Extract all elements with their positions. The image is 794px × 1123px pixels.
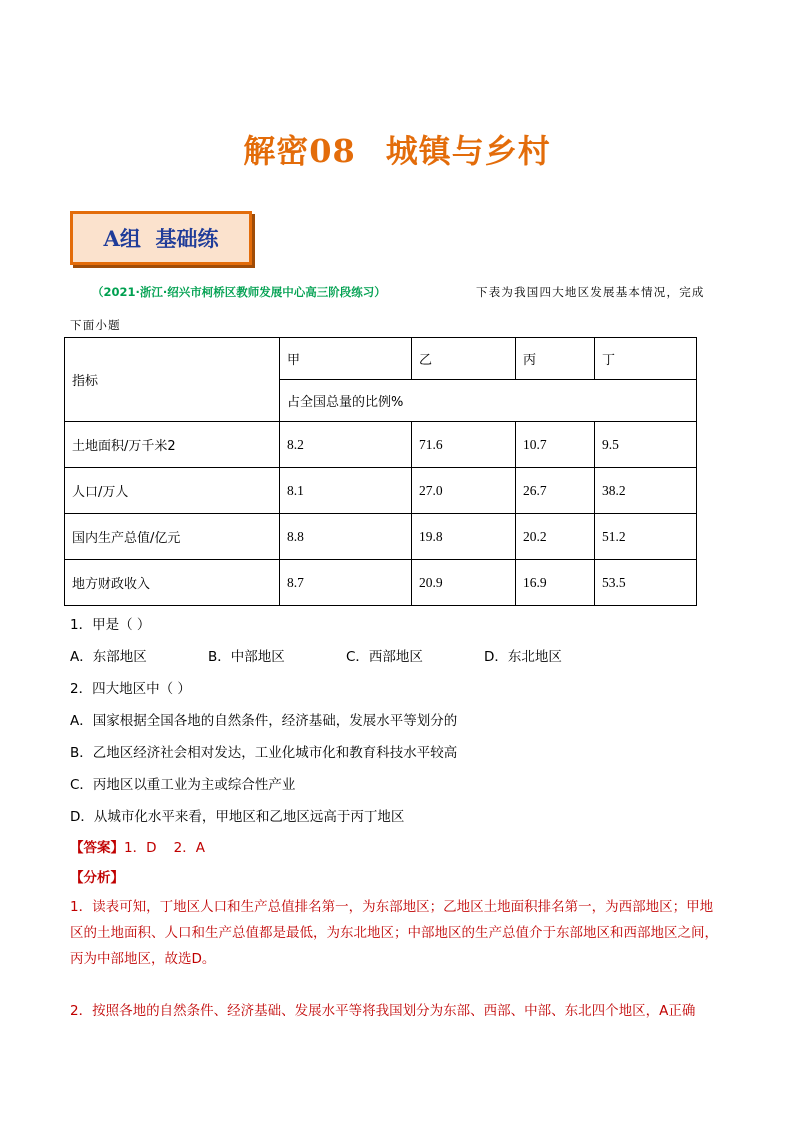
header-indicator: 指标	[65, 338, 280, 422]
cell-value: 71.6	[412, 422, 516, 468]
question-source: （2021·浙江·绍兴市柯桥区教师发展中心高三阶段练习）	[92, 285, 386, 299]
unit-note: 占全国总量的比例%	[280, 380, 697, 422]
cell-value: 9.5	[595, 422, 697, 468]
q2-option-a: A．国家根据全国各地的自然条件，经济基础，发展水平等划分的	[70, 713, 458, 729]
title-sub: 城镇与乡村	[385, 132, 551, 170]
page-title	[0, 126, 794, 172]
row-label: 地方财政收入	[65, 560, 280, 606]
cell-value: 20.9	[412, 560, 516, 606]
intro-text-line1: 下表为我国四大地区发展基本情况，完成	[476, 285, 705, 299]
q2-option-b: B．乙地区经济社会相对发达，工业化城市化和教育科技水平较高	[70, 745, 458, 761]
row-label: 国内生产总值/亿元	[65, 514, 280, 560]
source-line	[92, 284, 386, 300]
table-row	[65, 514, 697, 560]
cell-value: 38.2	[595, 468, 697, 514]
cell-value: 10.7	[516, 422, 595, 468]
group-label: A组 基础练	[103, 226, 219, 251]
cell-value: 26.7	[516, 468, 595, 514]
title-main: 解密08	[243, 132, 356, 170]
row-label: 人口/万人	[65, 468, 280, 514]
cell-value: 19.8	[412, 514, 516, 560]
cell-value: 8.8	[280, 514, 412, 560]
question-1: 1．甲是（ ）	[70, 617, 151, 633]
analysis-paragraph-2: 2．按照各地的自然条件、经济基础、发展水平等将我国划分为东部、西部、中部、东北四个地区，A正确	[70, 1003, 696, 1019]
question-2: 2．四大地区中（ ）	[70, 681, 191, 697]
q2-option-c: C．丙地区以重工业为主或综合性产业	[70, 777, 296, 793]
cell-value: 8.7	[280, 560, 412, 606]
table-row	[65, 468, 697, 514]
cell-value: 8.1	[280, 468, 412, 514]
cell-value: 51.2	[595, 514, 697, 560]
cell-value: 16.9	[516, 560, 595, 606]
data-table	[64, 337, 697, 606]
answer-line	[70, 836, 205, 856]
row-label: 土地面积/万千米2	[65, 422, 280, 468]
answer-text: 1．D 2．A	[124, 840, 205, 856]
header-region: 甲	[280, 338, 412, 380]
analysis-label-line	[70, 866, 124, 886]
table-row	[65, 422, 697, 468]
q1-option-a: A．东部地区	[70, 649, 147, 665]
cell-value: 53.5	[595, 560, 697, 606]
analysis-label: 【分析】	[70, 870, 124, 886]
cell-value: 8.2	[280, 422, 412, 468]
analysis-paragraph-1: 1．读表可知，丁地区人口和生产总值排名第一，为东部地区；乙地区土地面积排名第一，为西部地区；甲地区的土地面积、人口和生产总值都是最低，为东北地区；中部地区的生产总值介于东部地区和西部地区之间，丙为中部地区，故选D。	[70, 899, 718, 967]
table-header-row	[65, 338, 697, 380]
q1-option-b: B．中部地区	[208, 649, 285, 665]
header-region: 丁	[595, 338, 697, 380]
header-region: 丙	[516, 338, 595, 380]
answer-label: 【答案】	[70, 840, 124, 856]
q1-option-c: C．西部地区	[346, 649, 423, 665]
intro-text-line2: 下面小题	[70, 318, 121, 332]
table-row	[65, 560, 697, 606]
q1-option-d: D．东北地区	[484, 649, 562, 665]
cell-value: 20.2	[516, 514, 595, 560]
header-region: 乙	[412, 338, 516, 380]
group-label-box	[70, 211, 252, 265]
q2-option-d: D．从城市化水平来看，甲地区和乙地区远高于丙丁地区	[70, 809, 405, 825]
cell-value: 27.0	[412, 468, 516, 514]
